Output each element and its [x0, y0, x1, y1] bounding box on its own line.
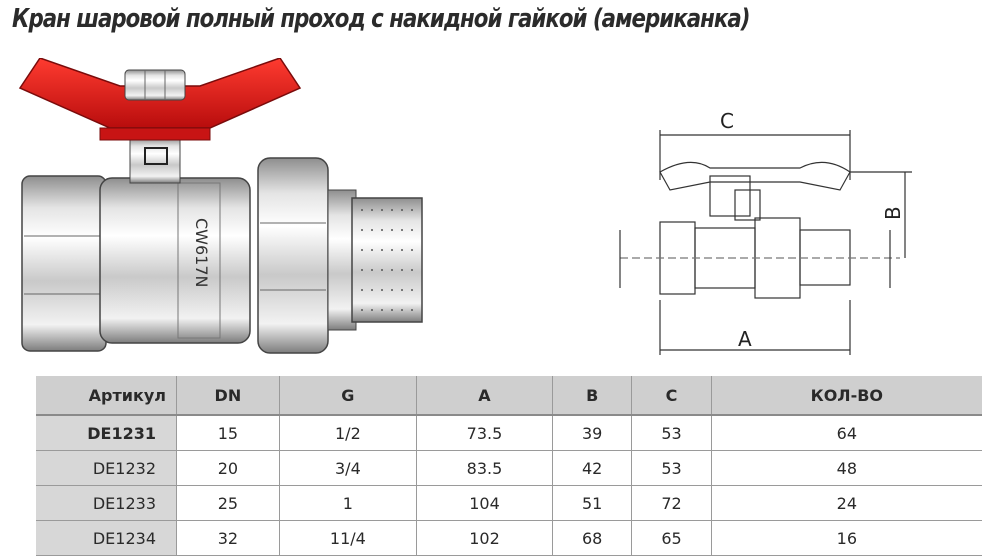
cell-c: 53: [632, 451, 711, 486]
cell-qty: 64: [711, 415, 982, 451]
table-row: [36, 521, 982, 556]
cell-b: 51: [553, 486, 632, 521]
header-article: Артикул: [36, 376, 177, 415]
header-b: B: [553, 376, 632, 415]
cell-c: 65: [632, 521, 711, 556]
cell-article: DE1233: [36, 486, 177, 521]
cell-b: 68: [553, 521, 632, 556]
cell-g: 1: [279, 486, 416, 521]
dim-b-label: B: [881, 206, 905, 220]
cell-qty: 16: [711, 521, 982, 556]
cell-g: 1/2: [279, 415, 416, 451]
cell-g: 3/4: [279, 451, 416, 486]
cell-b: 39: [553, 415, 632, 451]
dim-c-label: C: [720, 110, 734, 133]
cell-article: DE1231: [36, 415, 177, 451]
cell-article: DE1232: [36, 451, 177, 486]
dim-a-label: A: [738, 327, 752, 351]
header-g: G: [279, 376, 416, 415]
cell-a: 104: [416, 486, 552, 521]
header-a: A: [416, 376, 552, 415]
cell-a: 102: [416, 521, 552, 556]
cell-a: 83.5: [416, 451, 552, 486]
cell-dn: 15: [177, 415, 280, 451]
header-c: C: [632, 376, 711, 415]
table-header-row: [36, 376, 982, 415]
header-qty: КОЛ-ВО: [711, 376, 982, 415]
cell-article: DE1234: [36, 521, 177, 556]
cell-a: 73.5: [416, 415, 552, 451]
cell-dn: 32: [177, 521, 280, 556]
cell-c: 53: [632, 415, 711, 451]
cell-c: 72: [632, 486, 711, 521]
page-title: Кран шаровой полный проход с накидной гайкой (американка): [12, 4, 750, 34]
cell-b: 42: [553, 451, 632, 486]
engraving-text: CW617N: [192, 218, 211, 288]
valve-photo: [0, 58, 460, 358]
spec-table: [36, 376, 982, 556]
cell-dn: 20: [177, 451, 280, 486]
table-row: [36, 486, 982, 521]
table-row: [36, 451, 982, 486]
technical-drawing: [600, 110, 930, 360]
cell-qty: 24: [711, 486, 982, 521]
header-dn: DN: [177, 376, 280, 415]
cell-g: 11/4: [279, 521, 416, 556]
cell-qty: 48: [711, 451, 982, 486]
cell-dn: 25: [177, 486, 280, 521]
table-row: [36, 415, 982, 451]
